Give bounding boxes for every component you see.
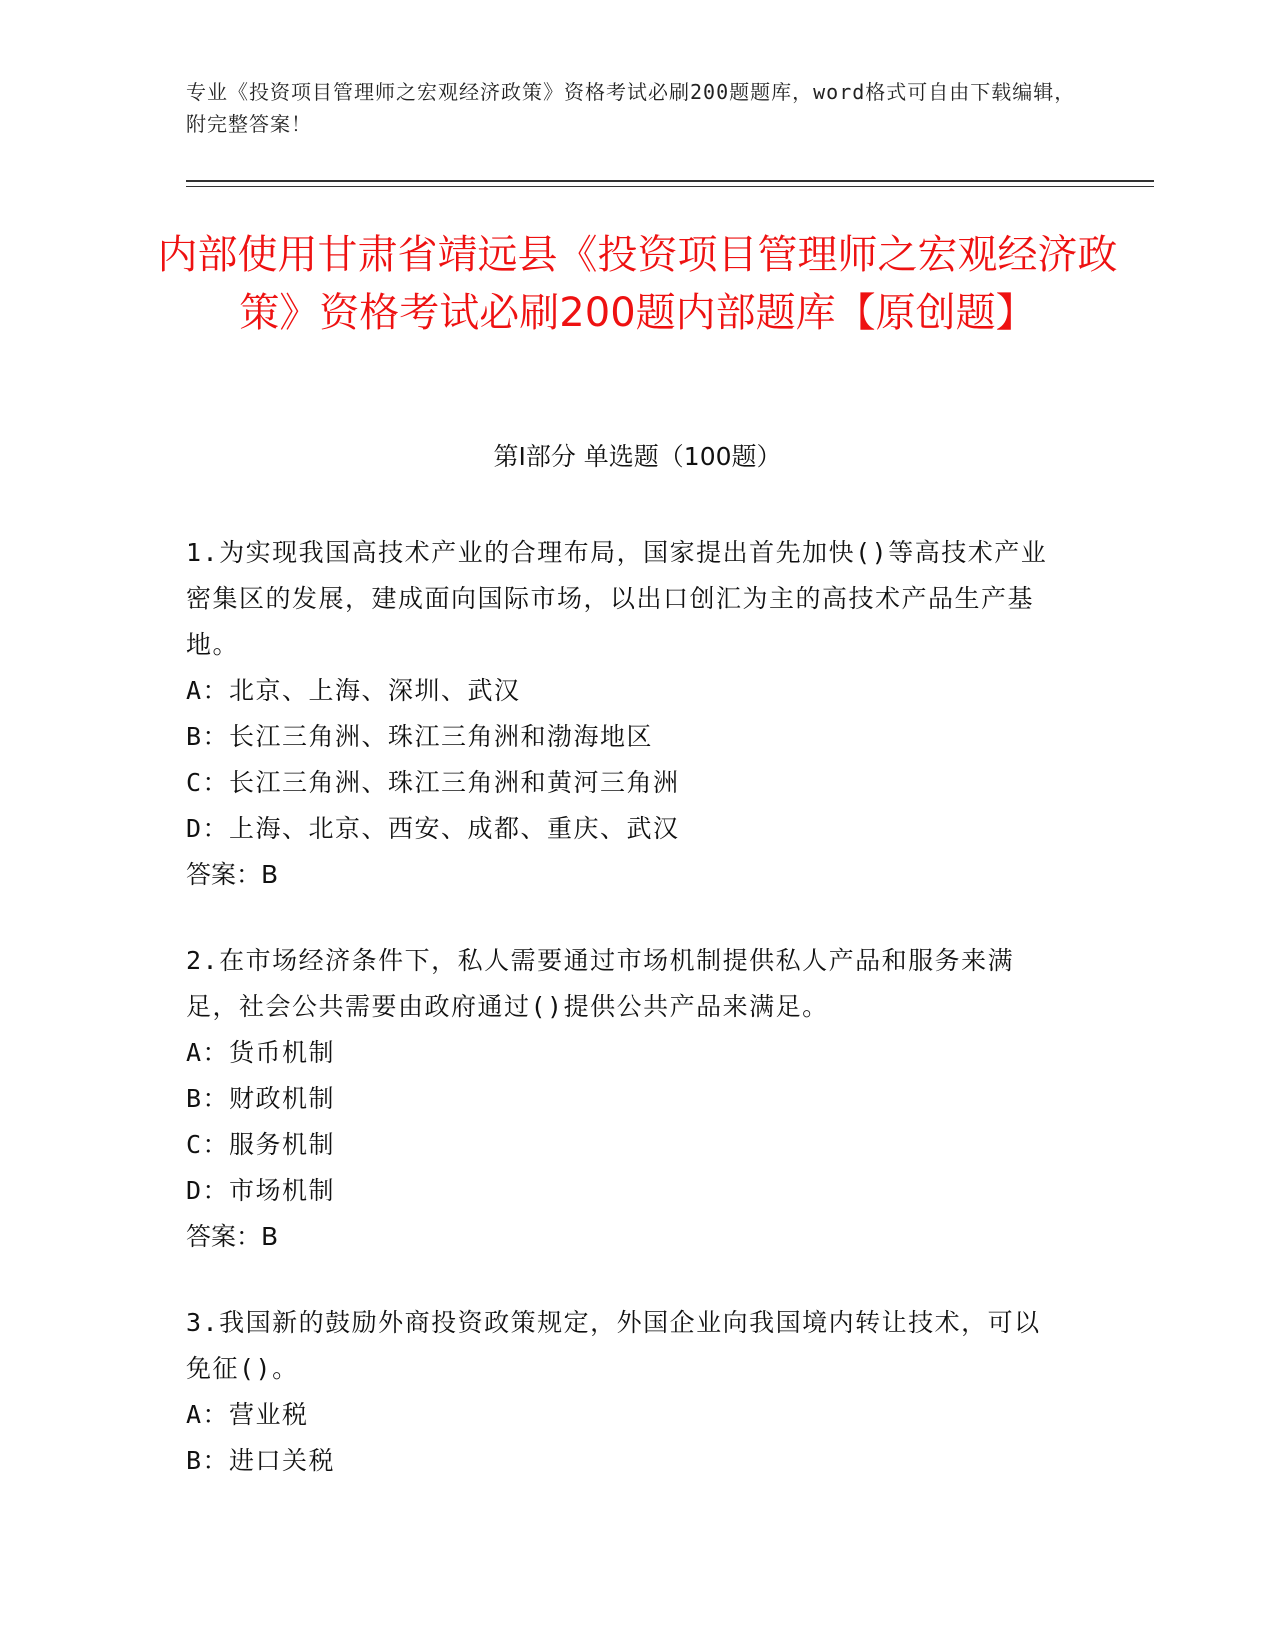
question-stem: 1.为实现我国高技术产业的合理布局，国家提出首先加快()等高技术产业密集区的发展，建成面向国际市场，以出口创汇为主的高技术产品生产基地。 [186,538,1048,659]
option-d: D：市场机制 [186,1176,336,1205]
option-a: A：营业税 [186,1400,309,1429]
question-2 [186,938,1066,1260]
option-b: B：财政机制 [186,1084,336,1113]
option-d: D：上海、北京、西安、成都、重庆、武汉 [186,814,680,843]
option-c: C：服务机制 [186,1130,336,1159]
document-title: 内部使用甘肃省靖远县《投资项目管理师之宏观经济政策》资格考试必刷200题内部题库【原创题】 [157,232,1118,336]
header-divider-thin [186,186,1154,187]
section-title: 第Ⅰ部分 单选题（100题） [493,442,782,471]
option-b: B：进口关税 [186,1446,336,1475]
question-stem: 2.在市场经济条件下，私人需要通过市场机制提供私人产品和服务来满足，社会公共需要由政府通过()提供公共产品来满足。 [186,946,1015,1021]
option-a: A：货币机制 [186,1038,336,1067]
question-3 [186,1300,1066,1484]
question-stem: 3.我国新的鼓励外商投资政策规定，外国企业向我国境内转让技术，可以免征()。 [186,1308,1041,1383]
option-b: B：长江三角洲、珠江三角洲和渤海地区 [186,722,654,751]
header-text: 专业《投资项目管理师之宏观经济政策》资格考试必刷200题题库，word格式可自由下载编辑，附完整答案！ [186,80,1076,136]
answer: 答案：B [186,1222,279,1251]
question-list [186,530,1066,1524]
answer: 答案：B [186,860,279,889]
header-divider-thick [186,180,1154,182]
option-c: C：长江三角洲、珠江三角洲和黄河三角洲 [186,768,680,797]
question-1 [186,530,1066,898]
option-a: A：北京、上海、深圳、武汉 [186,676,521,705]
